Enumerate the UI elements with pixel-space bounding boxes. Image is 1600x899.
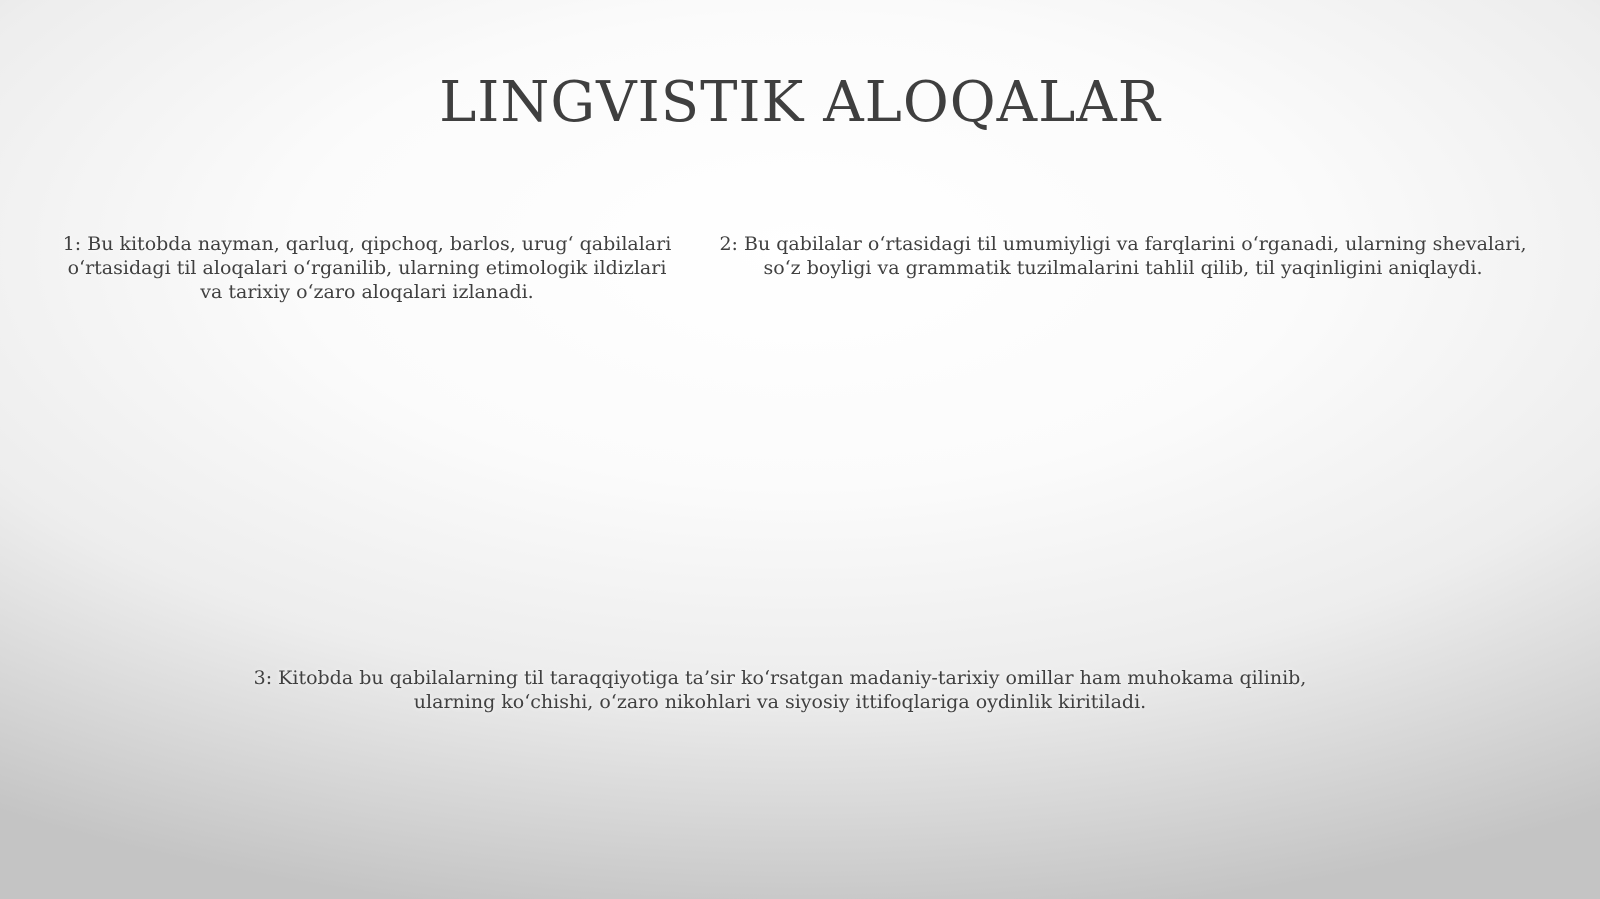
paragraph-1: 1: Bu kitobda nayman, qarluq, qipchoq, barlos, urug‘ qabilalari o‘rtasidagi til aloqalari o‘rganilib, ularning etimologik ildizlari va tarixiy o‘zaro aloqalari izlanadi.	[62, 233, 672, 303]
paragraph-2: 2: Bu qabilalar o‘rtasidagi til umumiyligi va farqlarini o‘rganadi, ularning shevalari, so‘z boyligi va grammatik tuzilmalarini tahlil qilib, til yaqinligini aniqlaydi.	[719, 233, 1527, 279]
paragraph-3: 3: Kitobda bu qabilalarning til taraqqiyotiga ta’sir ko‘rsatgan madaniy-tarixiy omillar ham muhokama qilinib, ularning ko‘chishi, o‘zaro nikohlari va siyosiy ittifoqlariga oydinlik kiritiladi.	[253, 667, 1307, 713]
slide-title: LINGVISTIK ALOQALAR	[439, 70, 1161, 135]
